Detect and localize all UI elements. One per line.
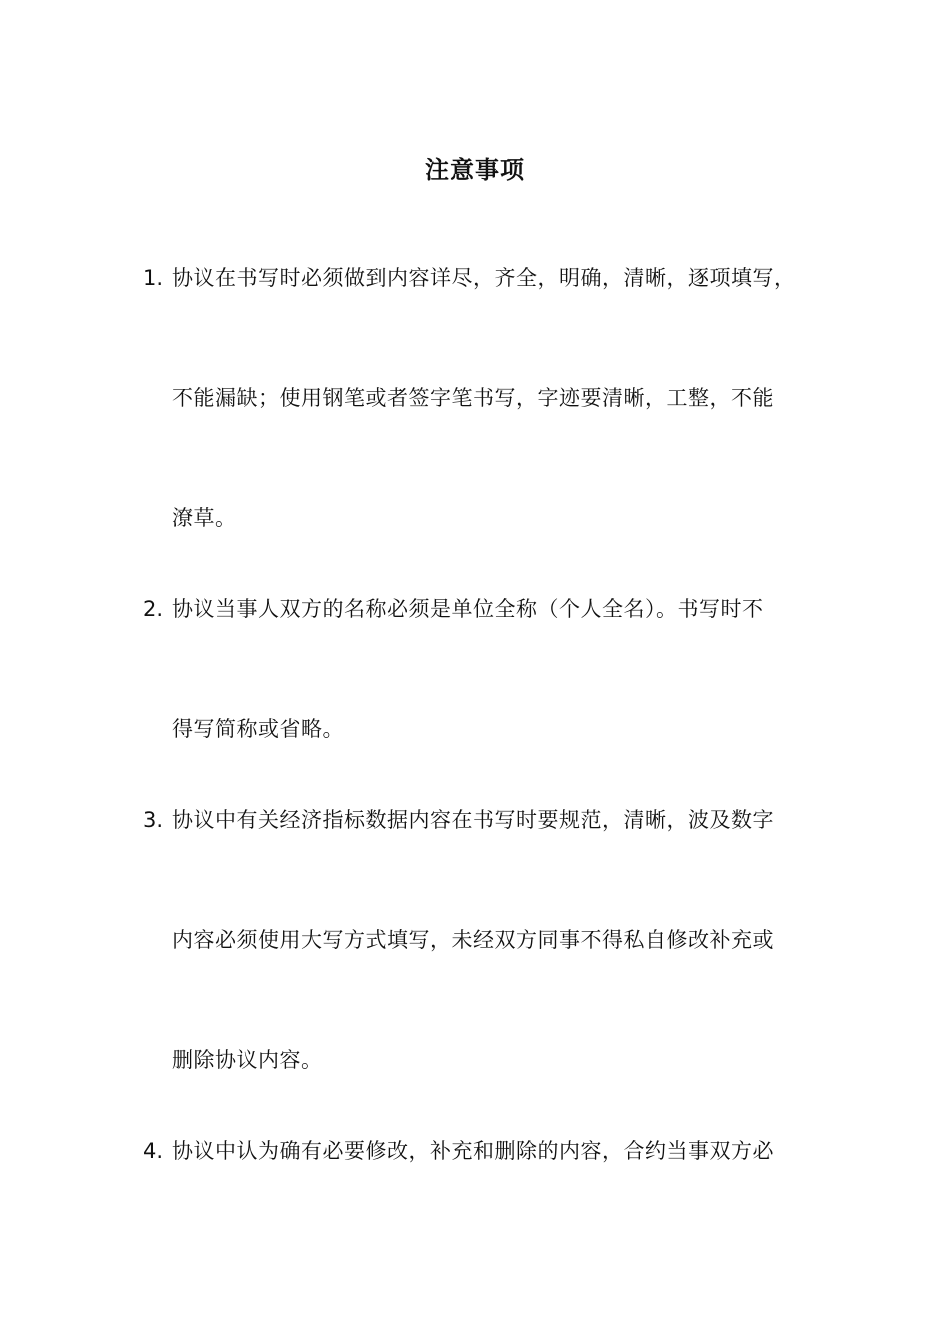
item-line: 协议在书写时必须做到内容详尽，齐全，明确，清晰，逐项填写， (172, 266, 796, 290)
item-line: 协议当事人双方的名称必须是单位全称（个人全名）。书写时不 (172, 597, 764, 621)
item-line: 协议中认为确有必要修改，补充和删除的内容，合约当事双方必 (172, 1139, 774, 1163)
item-line: 内容必须使用大写方式填写，未经双方同事不得私自修改补充或 (172, 928, 774, 952)
item-number: 4. (143, 1139, 164, 1163)
item-number: 2. (143, 597, 164, 621)
item-line: 协议中有关经济指标数据内容在书写时要规范，清晰，波及数字 (172, 808, 774, 832)
item-number: 3. (143, 808, 164, 832)
item-line: 得写简称或省略。 (172, 717, 344, 741)
item-line: 不能漏缺；使用钢笔或者签字笔书写，字迹要清晰，工整，不能 (172, 386, 774, 410)
item-line: 潦草。 (172, 506, 237, 530)
item-number: 1. (143, 266, 164, 290)
page-title: 注意事项 (425, 156, 525, 184)
item-line: 删除协议内容。 (172, 1048, 323, 1072)
